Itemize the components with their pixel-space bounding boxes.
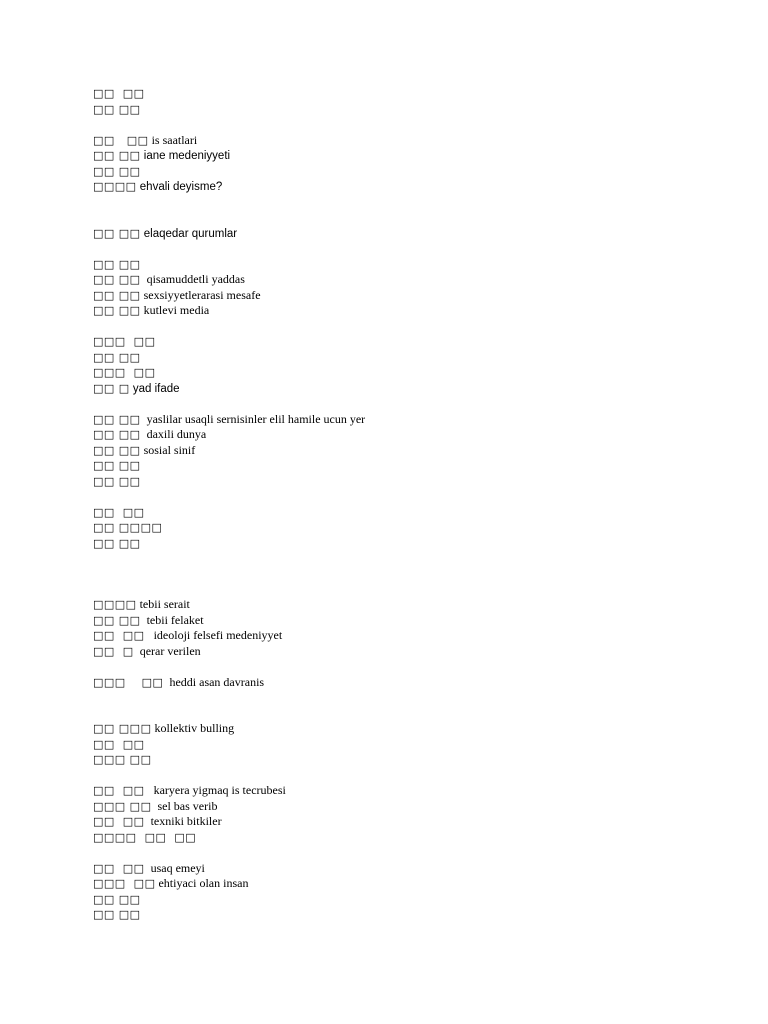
list-item	[93, 272, 693, 288]
list-item	[93, 133, 693, 149]
translation-text: karyera yigmaq is tecrubesi	[144, 783, 286, 797]
list-item	[93, 505, 693, 521]
list-item	[93, 737, 693, 753]
spacer	[93, 551, 693, 597]
list-item	[93, 102, 693, 118]
list-item	[93, 365, 693, 381]
list-item	[93, 814, 693, 830]
glyph-text: □□ □□	[93, 428, 141, 441]
glyph-text: □□ □	[93, 381, 130, 395]
glyph-text: □□ □□	[93, 892, 141, 906]
list-item	[93, 303, 693, 319]
glyph-text: □□□ □□	[93, 675, 164, 689]
translation-text: tebii serait	[136, 597, 190, 611]
glyph-text: □□ □□	[93, 149, 141, 162]
list-item	[93, 721, 693, 737]
spacer	[93, 117, 693, 133]
list-item	[93, 257, 693, 273]
glyph-text: □□ □□	[93, 350, 141, 364]
list-item	[93, 597, 693, 613]
spacer	[93, 319, 693, 335]
glyph-text: □□ □□	[93, 443, 141, 457]
glyph-text: □□ □□	[93, 784, 145, 797]
glyph-text: □□ □□	[93, 536, 141, 550]
spacer	[93, 845, 693, 861]
glyph-text: □□ □□	[93, 133, 149, 147]
glyph-text: □□□□	[93, 598, 137, 611]
glyph-text: □□ □□	[93, 613, 141, 627]
glyph-text: □□□ □□	[93, 335, 156, 348]
glyph-text: □□ □□	[93, 815, 145, 828]
list-item	[93, 536, 693, 552]
list-item	[93, 644, 693, 660]
spacer	[93, 690, 693, 721]
translation-text: daxili dunya	[140, 427, 207, 441]
list-item	[93, 350, 693, 366]
list-item	[93, 381, 693, 397]
glyph-text: □□ □□	[93, 304, 141, 317]
list-item	[93, 443, 693, 459]
list-item	[93, 226, 693, 242]
list-item	[93, 334, 693, 350]
glyph-text: □□ □	[93, 644, 134, 658]
glyph-text: □□ □□	[93, 226, 141, 240]
translation-text: ehtiyaci olan insan	[155, 876, 249, 890]
translation-text: qerar verilen	[133, 643, 201, 658]
spacer	[93, 659, 693, 675]
translation-text: usaq emeyi	[144, 860, 205, 875]
list-item	[93, 412, 693, 428]
list-item	[93, 613, 693, 629]
glyph-text: □□ □□	[93, 737, 145, 751]
glyph-text: □□ □□	[93, 273, 141, 286]
glyph-text: □□ □□	[93, 505, 145, 519]
list-item	[93, 799, 693, 815]
translation-text: is saatlari	[148, 132, 198, 147]
list-item	[93, 675, 693, 691]
spacer	[93, 768, 693, 784]
spacer	[93, 241, 693, 257]
glyph-text: □□ □□	[93, 474, 141, 488]
glyph-text: □□ □□	[93, 87, 145, 100]
list-item	[93, 164, 693, 180]
glyph-text: □□ □□□□	[93, 521, 163, 534]
glyph-text: □□ □□□	[93, 722, 152, 735]
list-item	[93, 830, 693, 846]
list-item	[93, 86, 693, 102]
glyph-text: □□□ □□	[93, 366, 156, 379]
spacer	[93, 396, 693, 412]
list-item	[93, 907, 693, 923]
list-item	[93, 783, 693, 799]
list-item	[93, 892, 693, 908]
list-item	[93, 458, 693, 474]
list-item	[93, 179, 693, 195]
translation-text: tebii felaket	[140, 612, 204, 627]
translation-text: yaslilar usaqli sernisinler elil hamile ucun yer	[140, 411, 366, 426]
list-item	[93, 861, 693, 877]
translation-text: yad ifade	[129, 382, 180, 395]
glyph-text: □□□□	[93, 180, 137, 193]
glyph-text: □□ □□	[93, 459, 141, 472]
translation-text: ehvali deyisme?	[136, 181, 223, 193]
glyph-text: □□ □□	[93, 102, 141, 116]
translation-text: qisamuddetli yaddas	[140, 272, 245, 286]
vocabulary-list	[93, 86, 693, 923]
list-item	[93, 876, 693, 892]
glyph-text: □□ □□	[93, 164, 141, 178]
glyph-text: □□□ □□	[93, 799, 152, 813]
glyph-text: □□ □□	[93, 629, 145, 642]
list-item	[93, 148, 693, 164]
list-item	[93, 520, 693, 536]
glyph-text: □□ □□	[93, 908, 141, 921]
translation-text: texniki bitkiler	[144, 814, 222, 828]
glyph-text: □□□ □□	[93, 753, 152, 766]
glyph-text: □□□□ □□ □□	[93, 830, 197, 844]
translation-text: kutlevi media	[140, 303, 210, 317]
glyph-text: □□ □□	[93, 412, 141, 426]
list-item	[93, 752, 693, 768]
spacer	[93, 489, 693, 505]
translation-text: elaqedar qurumlar	[140, 227, 238, 240]
list-item	[93, 288, 693, 304]
translation-text: sel bas verib	[151, 798, 218, 813]
translation-text: sexsiyyetlerarasi mesafe	[140, 287, 261, 302]
translation-text: iane medeniyyeti	[140, 150, 231, 162]
translation-text: ideoloji felsefi medeniyyet	[144, 628, 283, 642]
spacer	[93, 195, 693, 226]
translation-text: heddi asan davranis	[163, 674, 265, 689]
glyph-text: □□ □□	[93, 257, 141, 271]
translation-text: kollektiv bulling	[151, 721, 235, 735]
translation-text: sosial sinif	[140, 442, 196, 457]
list-item	[93, 628, 693, 644]
list-item	[93, 427, 693, 443]
list-item	[93, 474, 693, 490]
glyph-text: □□ □□	[93, 861, 145, 875]
glyph-text: □□□ □□	[93, 877, 156, 890]
glyph-text: □□ □□	[93, 288, 141, 302]
